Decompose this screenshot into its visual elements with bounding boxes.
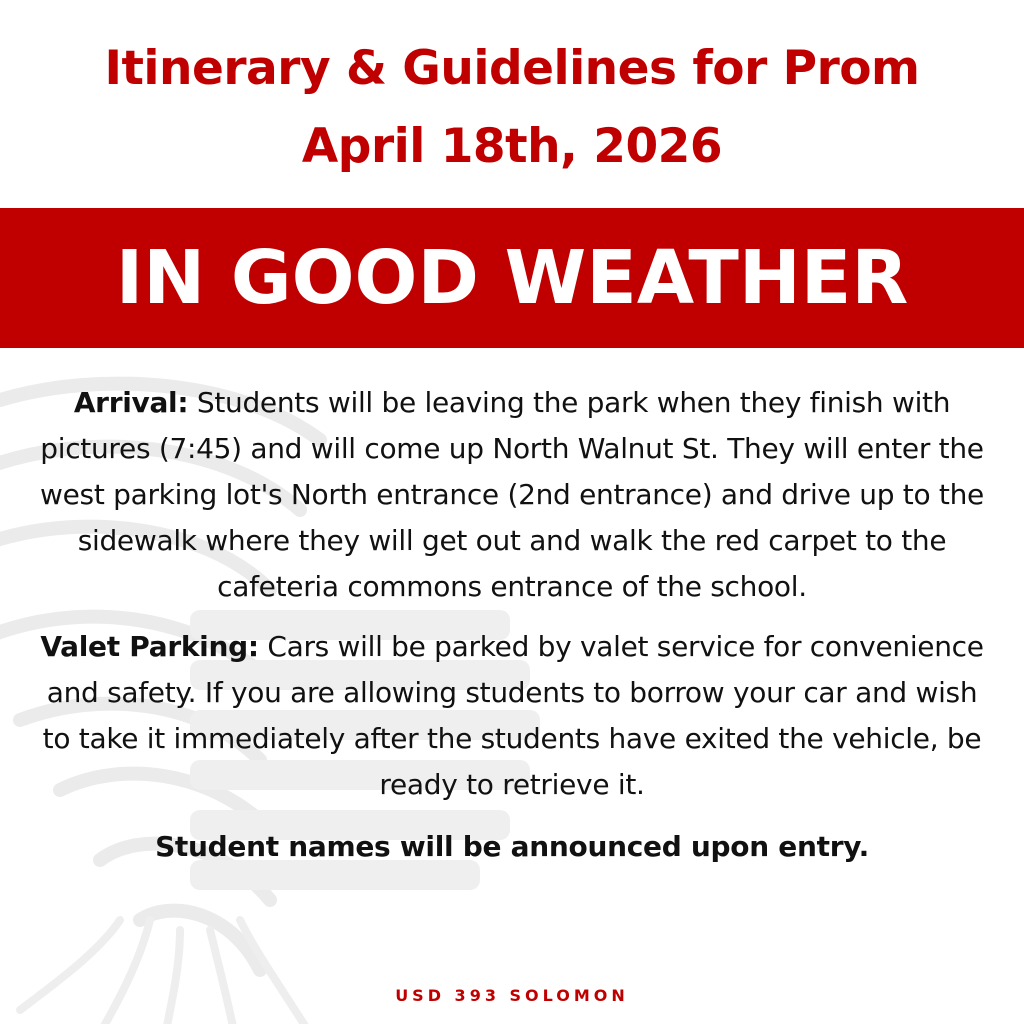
arrival-text: Students will be leaving the park when they finish with pictures (7:45) and will come up North Walnut St. They will enter the west parking lot's North entrance (2nd entrance) and drive up to the sidewalk where they will get out and walk the red carpet to the cafeteria commons entrance of the school. bbox=[40, 386, 984, 603]
valet-label: Valet Parking: bbox=[40, 630, 259, 663]
closing-statement: Student names will be announced upon entry. bbox=[155, 830, 869, 863]
arrival-label: Arrival: bbox=[73, 386, 189, 419]
title-block bbox=[0, 30, 1024, 186]
weather-banner bbox=[0, 208, 1024, 348]
footer-org-name: USD 393 SOLOMON bbox=[395, 986, 629, 1005]
page-title: Itinerary & Guidelines for Prom bbox=[104, 41, 920, 96]
valet-text: Cars will be parked by valet service for convenience and safety. If you are allowing students to borrow your car and wish to take it immediately after the students have exited the vehicle, be ready to retrieve it. bbox=[42, 630, 984, 801]
arrival-paragraph bbox=[36, 380, 988, 610]
banner-text: IN GOOD WEATHER bbox=[115, 235, 909, 321]
event-date: April 18th, 2026 bbox=[301, 119, 723, 174]
guidelines-body bbox=[36, 380, 988, 870]
valet-paragraph bbox=[36, 624, 988, 808]
